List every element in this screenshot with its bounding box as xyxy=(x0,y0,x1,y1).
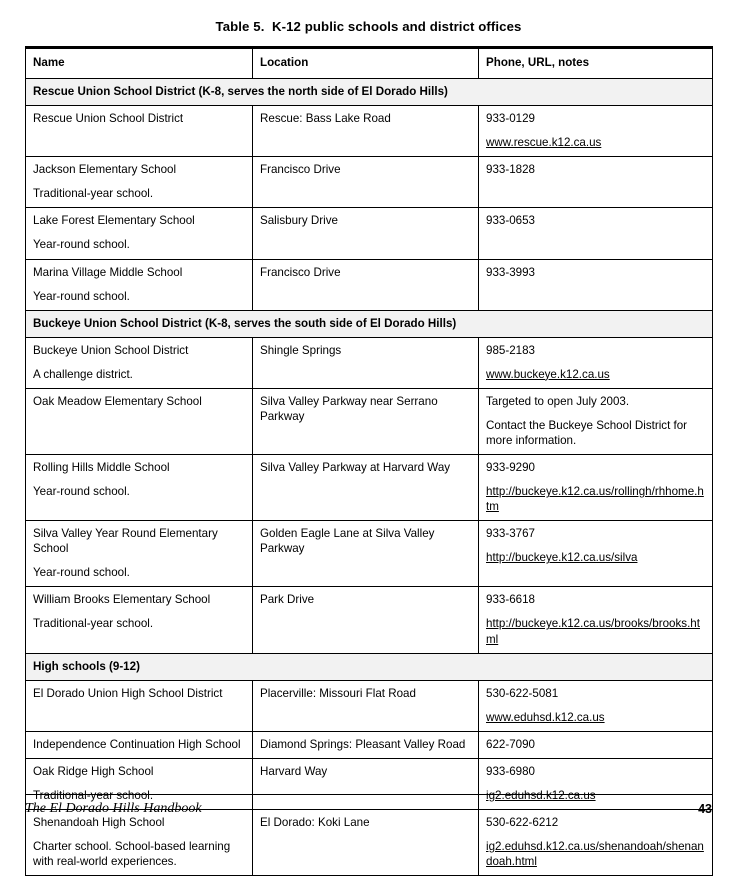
cell-name xyxy=(26,106,253,157)
school-name-note: Year-round school. xyxy=(33,238,130,252)
phone-number: 933-0653 xyxy=(486,214,535,228)
row-notes: Contact the Buckeye School District for more information. xyxy=(486,418,688,447)
table-row xyxy=(26,680,713,731)
cell-phone-url-notes xyxy=(479,106,713,157)
school-name-note: Traditional-year school. xyxy=(33,187,154,201)
column-header-name: Name xyxy=(26,48,253,79)
schools-table xyxy=(25,46,713,876)
table-caption: Table 5. K-12 public schools and district offices xyxy=(215,19,522,34)
school-location: El Dorado: Koki Lane xyxy=(260,815,370,829)
school-url[interactable]: www.buckeye.k12.ca.us xyxy=(486,367,610,381)
school-name-note: A challenge district. xyxy=(33,367,133,381)
table-head xyxy=(26,48,713,79)
phone-number: 985-2183 xyxy=(486,343,535,357)
table-row xyxy=(26,521,713,587)
cell-phone-url-notes xyxy=(479,680,713,731)
table-section-header: High schools (9-12) xyxy=(26,653,713,680)
school-name: Shenandoah High School xyxy=(33,815,165,829)
school-location: Placerville: Missouri Flat Road xyxy=(260,686,416,700)
cell-phone-url-notes xyxy=(479,388,713,454)
cell-location xyxy=(253,337,479,388)
school-name: Silva Valley Year Round Elementary School xyxy=(33,527,218,556)
cell-name xyxy=(26,208,253,259)
school-name: Rolling Hills Middle School xyxy=(33,461,170,474)
cell-name xyxy=(26,521,253,587)
url-line xyxy=(486,839,706,869)
cell-name xyxy=(26,587,253,653)
school-name-note: Year-round school. xyxy=(33,566,130,580)
table-row xyxy=(26,208,713,259)
school-location: Shingle Springs xyxy=(260,343,342,357)
phone-number: 933-3767 xyxy=(486,527,535,541)
school-location: Golden Eagle Lane at Silva Valley Parkway xyxy=(260,527,435,556)
table-row xyxy=(26,455,713,521)
phone-number: 933-9290 xyxy=(486,461,535,474)
table-body xyxy=(26,79,713,876)
school-name: Lake Forest Elementary School xyxy=(33,214,195,228)
cell-phone-url-notes xyxy=(479,521,713,587)
table-row xyxy=(26,388,713,454)
phone-number: 933-1828 xyxy=(486,163,535,177)
table-section-header-row xyxy=(26,310,713,337)
cell-phone-url-notes xyxy=(479,337,713,388)
school-name: Rescue Union School District xyxy=(33,112,184,126)
school-url[interactable]: http://buckeye.k12.ca.us/silva xyxy=(486,551,638,565)
school-name: Buckeye Union School District xyxy=(33,343,189,357)
school-location: Rescue: Bass Lake Road xyxy=(260,112,391,126)
table-row xyxy=(26,337,713,388)
cell-name xyxy=(26,680,253,731)
school-location: Silva Valley Parkway at Harvard Way xyxy=(260,461,451,474)
cell-name xyxy=(26,455,253,521)
cell-name xyxy=(26,259,253,310)
cell-location xyxy=(253,208,479,259)
table-section-header-row xyxy=(26,79,713,106)
footer-page-number: 43 xyxy=(698,802,712,816)
school-name: Oak Ridge High School xyxy=(33,764,154,778)
url-line xyxy=(486,710,706,725)
school-location: Diamond Springs: Pleasant Valley Road xyxy=(260,737,466,751)
phone-number: Targeted to open July 2003. xyxy=(486,394,630,408)
phone-number: 530-622-5081 xyxy=(486,686,559,700)
school-name: Jackson Elementary School xyxy=(33,163,177,177)
cell-location xyxy=(253,680,479,731)
school-name: Marina Village Middle School xyxy=(33,265,183,279)
phone-number: 933-3993 xyxy=(486,265,535,279)
school-location: Salisbury Drive xyxy=(260,214,338,228)
footer-book-title: The El Dorado Hills Handbook xyxy=(25,801,202,816)
school-name-note: Year-round school. xyxy=(33,485,130,499)
school-url[interactable]: http://buckeye.k12.ca.us/brooks/brooks.html xyxy=(486,617,700,646)
cell-location xyxy=(253,106,479,157)
column-header-phone: Phone, URL, notes xyxy=(479,48,713,79)
table-row xyxy=(26,259,713,310)
school-name-note: Charter school. School-based learning with real-world experiences. xyxy=(33,840,231,869)
school-name-note: Traditional-year school. xyxy=(33,617,154,631)
phone-number: 622-7090 xyxy=(486,737,535,751)
phone-number: 933-6618 xyxy=(486,593,535,607)
phone-number: 530-622-6212 xyxy=(486,815,559,829)
school-name: William Brooks Elementary School xyxy=(33,593,211,607)
school-url[interactable]: http://buckeye.k12.ca.us/rollingh/rhhome.htm xyxy=(486,485,704,514)
school-name: El Dorado Union High School District xyxy=(33,686,223,700)
cell-phone-url-notes xyxy=(479,731,713,758)
cell-name xyxy=(26,337,253,388)
column-header-location: Location xyxy=(253,48,479,79)
school-location: Park Drive xyxy=(260,593,315,607)
phone-number: 933-6980 xyxy=(486,764,535,778)
table-row xyxy=(26,157,713,208)
cell-name xyxy=(26,731,253,758)
cell-phone-url-notes xyxy=(479,455,713,521)
school-location: Francisco Drive xyxy=(260,163,341,177)
url-line xyxy=(486,616,706,646)
cell-location xyxy=(253,388,479,454)
cell-location xyxy=(253,259,479,310)
cell-location xyxy=(253,587,479,653)
table-section-header: Buckeye Union School District (K-8, serves the south side of El Dorado Hills) xyxy=(26,310,713,337)
school-url[interactable]: www.eduhsd.k12.ca.us xyxy=(486,710,605,724)
table-row xyxy=(26,731,713,758)
cell-phone-url-notes xyxy=(479,208,713,259)
footer-divider xyxy=(25,794,712,795)
school-location: Harvard Way xyxy=(260,764,328,778)
school-name-note: Year-round school. xyxy=(33,289,130,303)
table-row xyxy=(26,587,713,653)
school-location: Francisco Drive xyxy=(260,265,341,279)
cell-name xyxy=(26,157,253,208)
phone-number: 933-0129 xyxy=(486,112,535,126)
table-row xyxy=(26,106,713,157)
school-url[interactable]: www.rescue.k12.ca.us xyxy=(486,136,602,150)
cell-location xyxy=(253,455,479,521)
table-section-header: Rescue Union School District (K-8, serves the north side of El Dorado Hills) xyxy=(26,79,713,106)
url-line xyxy=(486,550,706,565)
cell-phone-url-notes xyxy=(479,157,713,208)
cell-phone-url-notes xyxy=(479,587,713,653)
school-name: Independence Continuation High School xyxy=(33,737,241,751)
cell-phone-url-notes xyxy=(479,259,713,310)
school-url[interactable]: ig2.eduhsd.k12.ca.us xyxy=(486,788,596,802)
school-url[interactable]: ig2.eduhsd.k12.ca.us/shenandoah/shenandoah.html xyxy=(486,840,704,869)
url-line xyxy=(486,367,706,382)
cell-location xyxy=(253,521,479,587)
cell-location xyxy=(253,731,479,758)
school-name-note: Traditional-year school. xyxy=(33,788,154,802)
school-name: Oak Meadow Elementary School xyxy=(33,394,202,408)
school-location: Silva Valley Parkway near Serrano Parkway xyxy=(260,394,438,423)
table-section-header-row xyxy=(26,653,713,680)
page-footer xyxy=(25,801,712,823)
url-line xyxy=(486,484,706,514)
cell-location xyxy=(253,157,479,208)
table-container xyxy=(25,46,712,876)
table-header-row xyxy=(26,48,713,79)
url-line xyxy=(486,135,706,150)
cell-name xyxy=(26,388,253,454)
